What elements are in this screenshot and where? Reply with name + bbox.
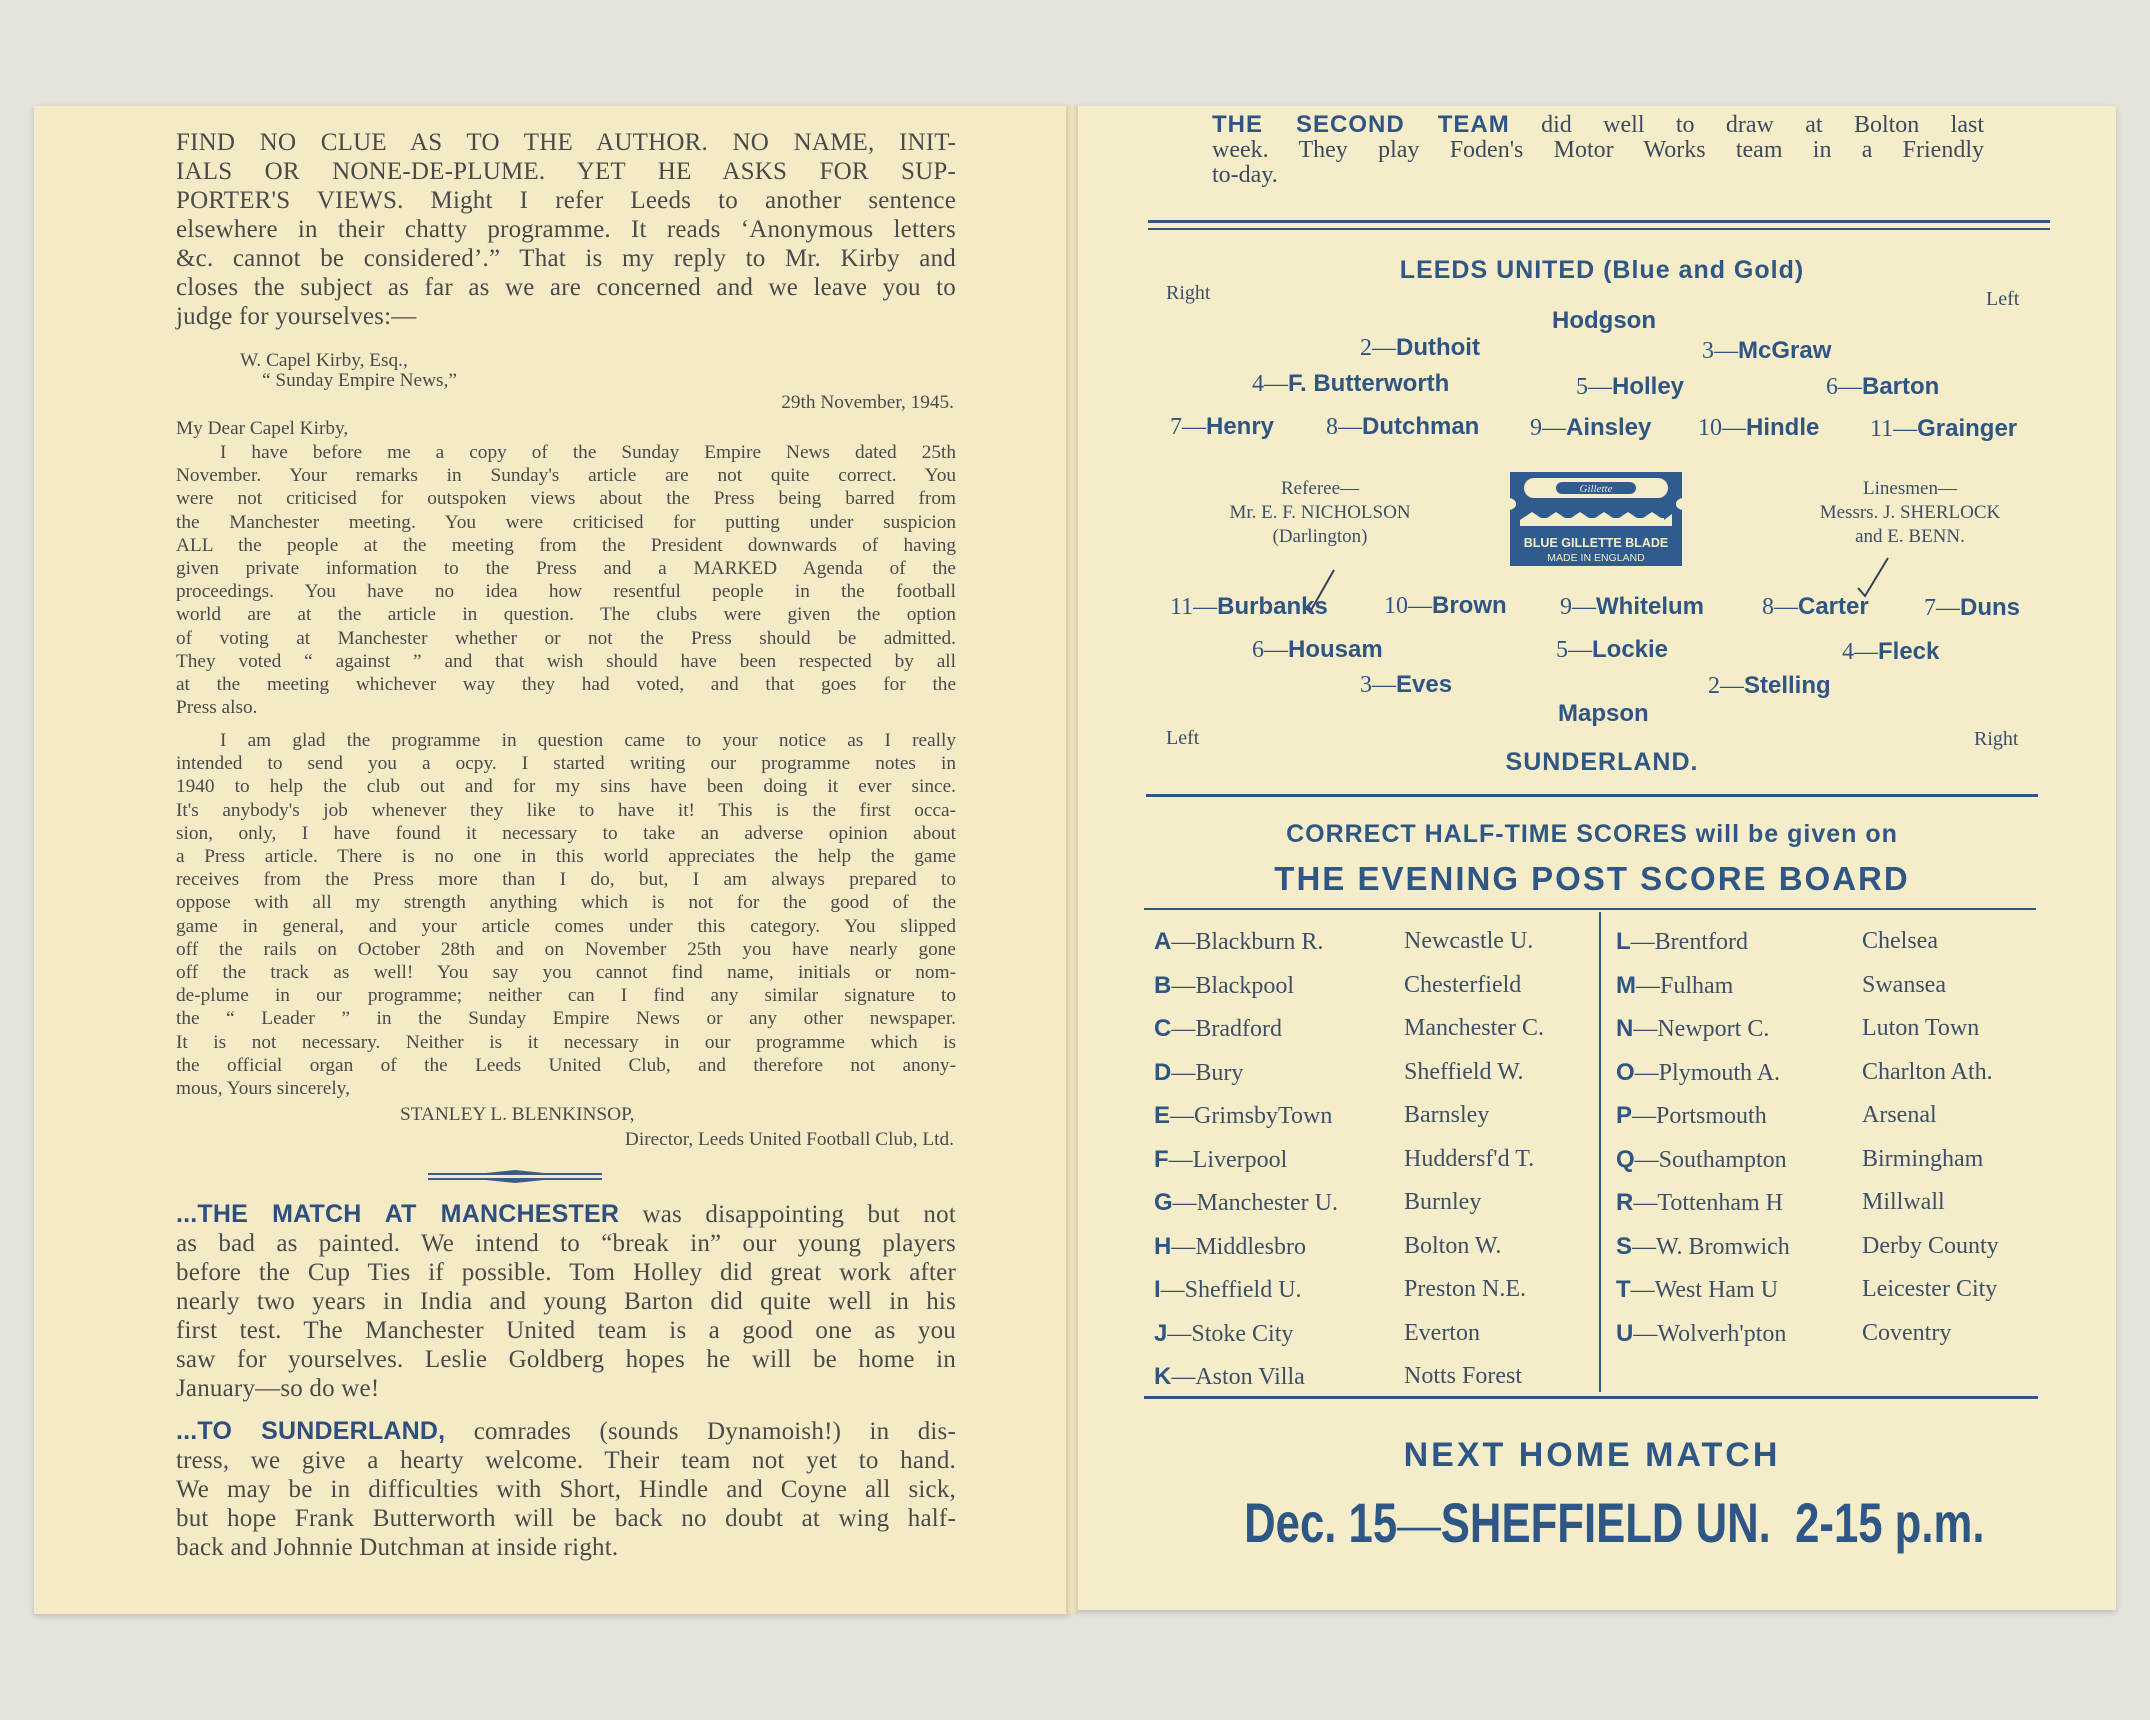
next-match-time: 2-15 p.m. [1795, 1491, 1985, 1554]
referee-block [1180, 477, 1460, 549]
text-line: proceedings. You have no idea how resentful people in the football [176, 581, 956, 603]
score-dash: — [1171, 1233, 1196, 1260]
rule-scoreboard-top [1144, 908, 2036, 910]
addressee-name: W. Capel Kirby, Esq., [240, 350, 408, 371]
score-key: Q [1616, 1145, 1635, 1173]
text-line: We may be in difficulties with Short, Hindle and Coyne all sick, [176, 1476, 956, 1503]
score-key: E [1154, 1102, 1171, 1129]
text-line: It's anybody's job whenever they like to have it! This is the first occa- [176, 799, 956, 821]
halftime-line-2: THE EVENING POST SCORE BOARD [1274, 860, 1910, 897]
sunderland-right-label: Right [1974, 728, 2019, 750]
score-row-home [1616, 972, 1733, 1000]
gillette-line-1: BLUE GILLETTE BLADE [1523, 536, 1669, 550]
score-dash: — [1634, 1146, 1659, 1173]
text-line: off the rails on October 28th and on November 25th you have nearly gone [176, 938, 956, 960]
home-team: GrimsbyTown [1194, 1103, 1333, 1129]
home-team: Sheffield U. [1184, 1277, 1302, 1303]
text-line: ALL the people at the meeting from the President downwards of having [176, 534, 956, 556]
text-line: FIND NO CLUE AS TO THE AUTHOR. NO NAME, INIT- [176, 129, 956, 156]
sunderland-player-10: 10—Brown [1384, 592, 1507, 619]
leeds-player-2: 2—Duthoit [1360, 334, 1480, 361]
away-team: Chelsea [1862, 928, 1938, 954]
text-line: I have before me a copy of the Sunday Empire News dated 25th [220, 442, 956, 463]
leeds-player-7: 7—Henry [1170, 413, 1275, 440]
score-dash: — [1171, 1016, 1196, 1042]
score-row-home [1154, 1276, 1302, 1304]
score-row-home [1154, 1102, 1332, 1130]
next-match-details [1244, 1490, 1985, 1556]
away-team: Coventry [1862, 1319, 1952, 1346]
sunderland-player-3: 3—Eves [1360, 671, 1453, 698]
score-row-home [1154, 928, 1323, 956]
home-team: Newport C. [1657, 1016, 1770, 1042]
score-row-home [1616, 1320, 1786, 1348]
text-line: the “ Leader ” in the Sunday Empire News or any other newspaper. [176, 1008, 956, 1030]
text-line: January—so do we! [176, 1375, 380, 1402]
text-line: tress, we give a hearty welcome. Their team not yet to hand. [176, 1447, 956, 1474]
score-row-home [1616, 1233, 1790, 1261]
score-dash: — [1632, 1233, 1657, 1260]
score-dash: — [1632, 1103, 1657, 1129]
away-team: Arsenal [1862, 1102, 1937, 1128]
score-dash: — [1630, 929, 1655, 955]
score-row-home [1616, 1015, 1769, 1043]
sunderland-player-6: 6—Housam [1252, 636, 1383, 663]
score-row-home [1616, 1146, 1787, 1174]
next-match-opponent: SHEFFIELD UN. [1440, 1491, 1771, 1554]
second-team-line-1: did well to draw at Bolton last [1541, 112, 1985, 138]
score-row-home [1616, 1059, 1780, 1087]
score-row-home [1616, 928, 1748, 956]
home-team: Tottenham H [1657, 1190, 1783, 1216]
sunderland-first-line: comrades (sounds Dynamoish!) in dis- [473, 1418, 956, 1445]
manchester-first-line: was disappointing but not [642, 1201, 956, 1228]
gillette-brand-text: Gillette [1579, 483, 1613, 495]
away-team: Bolton W. [1404, 1232, 1502, 1259]
text-line: of voting at Manchester whether or not the Press should be admitted. [176, 627, 956, 649]
score-key: T [1616, 1276, 1631, 1303]
home-team: Bury [1195, 1059, 1244, 1086]
halftime-line-1: CORRECT HALF-TIME SCORES will be given on [1286, 820, 1898, 848]
leeds-player-4: 4—F. Butterworth [1252, 370, 1450, 397]
text-line: off the track as well! You say you cannot find name, initials or nom- [176, 962, 956, 984]
home-team: Aston Villa [1195, 1364, 1305, 1390]
manchester-heading: ...THE MATCH AT MANCHESTER [176, 1200, 620, 1228]
text-line: I am glad the programme in question came to your notice as I really [220, 730, 956, 751]
score-key: O [1616, 1058, 1635, 1086]
home-team: Brentford [1654, 929, 1748, 955]
score-row-home [1616, 1102, 1767, 1130]
text-line: They voted “ against ” and that wish should have been respected by all [176, 650, 956, 672]
gillette-blade-ad [1498, 468, 1694, 570]
rule-scoreboard-bottom [1144, 1396, 2038, 1399]
home-team: W. Bromwich [1656, 1233, 1790, 1260]
score-dash: — [1170, 1103, 1195, 1129]
sunderland-player-8: 8—Carter [1762, 593, 1869, 620]
sunderland-player-5: 5—Lockie [1556, 636, 1669, 663]
next-match-date: Dec. 15 [1244, 1491, 1398, 1554]
intro-paragraph [176, 128, 956, 331]
home-team: Plymouth A. [1658, 1059, 1781, 1086]
score-key: A [1154, 928, 1172, 955]
text-line: 1940 to help the club out and for my sins have been doing it ever since. [176, 776, 956, 798]
score-key: I [1154, 1276, 1161, 1303]
score-dash: — [1168, 1146, 1193, 1173]
text-line: elsewhere in their chatty programme. It reads ‘Anonymous letters [176, 216, 956, 243]
text-line: the Manchester meeting. You were criticised for putting under suspicion [176, 511, 956, 533]
score-row-home [1154, 972, 1294, 1000]
leeds-player-8: 8—Dutchman [1326, 413, 1480, 440]
text-line: as bad as painted. We intend to “break in” our young players [176, 1230, 956, 1257]
score-key: K [1154, 1363, 1172, 1390]
home-team: Fulham [1660, 972, 1734, 999]
score-dash: — [1172, 1190, 1197, 1216]
home-team: Stoke City [1191, 1320, 1294, 1347]
score-key: S [1616, 1232, 1633, 1260]
home-team: Blackburn R. [1195, 929, 1324, 955]
sunderland-player-4: 4—Fleck [1842, 638, 1940, 665]
score-dash: — [1633, 1016, 1658, 1042]
next-home-heading: NEXT HOME MATCH [1403, 1436, 1781, 1474]
score-key: L [1616, 928, 1631, 955]
score-key: P [1616, 1102, 1633, 1129]
score-dash: — [1171, 972, 1196, 999]
linesmen-block [1760, 477, 2060, 549]
text-line: given private information to the Press and a MARKED Agenda of the [176, 558, 956, 580]
signature-title: Director, Leeds United Football Club, Ltd. [624, 1129, 954, 1150]
text-line: November. Your remarks in Sunday's article are not quite correct. You [176, 465, 956, 487]
score-key: R [1616, 1189, 1634, 1216]
gillette-line-2: MADE IN ENGLAND [1547, 552, 1645, 564]
home-team: Bradford [1195, 1016, 1282, 1042]
manchester-body [176, 1229, 956, 1403]
text-line: back and Johnnie Dutchman at inside right. [176, 1534, 619, 1561]
linesmen-line-2: and E. BENN. [1855, 526, 1965, 547]
leeds-player-6: 6—Barton [1826, 373, 1940, 400]
text-line: first test. The Manchester United team is a good one as you [176, 1317, 956, 1344]
second-team-line-3: to-day. [1212, 162, 1278, 188]
text-line: nearly two years in India and young Barton did quite well in his [176, 1288, 956, 1315]
text-line: oppose with all my strength anything which is not for the good of the [176, 892, 956, 914]
sunderland-title: SUNDERLAND. [1505, 748, 1699, 776]
leeds-title: LEEDS UNITED (Blue and Gold) [1399, 256, 1805, 284]
text-line: before the Cup Ties if possible. Tom Holley did great work after [176, 1259, 956, 1286]
page-gutter [1066, 106, 1078, 1614]
score-row-home [1154, 1146, 1287, 1174]
away-team: Swansea [1862, 971, 1946, 998]
leeds-player-11: 11—Grainger [1870, 415, 2018, 442]
away-team: Barnsley [1404, 1102, 1490, 1128]
score-key: B [1154, 971, 1172, 999]
leeds-left-label: Left [1986, 288, 2020, 310]
score-key: C [1154, 1015, 1172, 1042]
home-team: Liverpool [1192, 1146, 1288, 1173]
score-dash: — [1630, 1277, 1655, 1303]
sunderland-heading: ...TO SUNDERLAND, [176, 1417, 446, 1445]
score-key: U [1616, 1319, 1634, 1347]
text-line: PORTER'S VIEWS. Might I refer Leeds to another sentence [176, 187, 956, 214]
score-dash: — [1633, 1190, 1658, 1216]
text-line: receives from the Press more than I do, but, I am always prepared to [176, 869, 956, 891]
sunderland-player-7: 7—Duns [1924, 594, 2020, 621]
sunderland-section [176, 1417, 956, 1562]
away-team: Sheffield W. [1404, 1058, 1524, 1085]
sunderland-body [176, 1446, 956, 1562]
text-line: world are at the article in question. The clubs were given the option [176, 604, 956, 626]
letter-paragraph-2 [176, 729, 956, 1100]
score-key: H [1154, 1232, 1172, 1260]
letter-date: 29th November, 1945. [781, 392, 954, 413]
rule-lineup-bottom [1146, 794, 2038, 797]
text-line: intended to send you a ocpy. I started writing our programme notes in [176, 753, 956, 775]
text-line: Press also. [176, 697, 258, 719]
score-dash: — [1633, 1320, 1658, 1347]
away-team: Luton Town [1862, 1015, 1980, 1041]
leeds-goalkeeper: Hodgson [1552, 307, 1656, 334]
away-team: Leicester City [1862, 1276, 1998, 1302]
scoreboard-column-divider [1599, 912, 1601, 1392]
home-team: Middlesbro [1195, 1233, 1307, 1260]
score-row-home [1154, 1059, 1243, 1087]
text-line: It is not necessary. Neither is it necessary in our programme which is [176, 1031, 956, 1053]
leeds-player-10: 10—Hindle [1698, 414, 1820, 441]
sunderland-player-11: 11—Burbanks [1170, 593, 1328, 620]
score-row-home [1616, 1276, 1778, 1304]
home-team: Portsmouth [1656, 1103, 1767, 1129]
score-key: G [1154, 1189, 1173, 1216]
score-row-home [1154, 1233, 1306, 1261]
away-team: Everton [1404, 1319, 1480, 1346]
next-match-dash: — [1397, 1493, 1441, 1555]
text-line: sion, only, I have found it necessary to take an adverse opinion about [176, 822, 956, 844]
away-team: Preston N.E. [1404, 1276, 1526, 1302]
text-line: &c. cannot be considered’.” That is my reply to Mr. Kirby and [176, 245, 956, 272]
linesmen-label: Linesmen— [1863, 478, 1957, 499]
text-line: judge for yourselves:— [176, 303, 417, 330]
away-team: Burnley [1404, 1189, 1482, 1215]
text-line: game in general, and your article comes under this category. You slipped [176, 915, 956, 937]
text-line: saw for yourselves. Leslie Goldberg hopes he will be home in [176, 1346, 956, 1373]
sunderland-goalkeeper: Mapson [1558, 700, 1649, 727]
leeds-right-label: Right [1166, 282, 1211, 304]
score-key: F [1154, 1145, 1169, 1173]
text-line: a Press article. There is no one in this world appreciates the help the game [176, 846, 956, 868]
home-team: Wolverh'pton [1657, 1320, 1787, 1347]
sunderland-left-label: Left [1166, 727, 1200, 749]
second-team-note [1212, 112, 1984, 188]
score-dash: — [1167, 1320, 1192, 1347]
score-dash: — [1171, 1364, 1196, 1390]
second-team-line-2: week. They play Foden's Motor Works team in a Friendly [1212, 137, 1984, 163]
home-team: Blackpool [1195, 972, 1294, 999]
text-line: closes the subject as far as we are concerned and we leave you to [176, 274, 956, 301]
text-line: mous, Yours sincerely, [176, 1078, 350, 1100]
score-key: D [1154, 1058, 1172, 1086]
double-rule-bottom [1148, 228, 2050, 230]
referee-town: (Darlington) [1272, 526, 1368, 547]
leeds-player-5: 5—Holley [1576, 373, 1685, 400]
sunderland-player-9: 9—Whitelum [1560, 593, 1704, 620]
score-key: N [1616, 1015, 1634, 1042]
linesmen-line-1: Messrs. J. SHERLOCK [1819, 502, 2001, 523]
signature-name: STANLEY L. BLENKINSOP, [400, 1104, 635, 1125]
away-team: Millwall [1862, 1189, 1945, 1215]
addressee-paper: “ Sunday Empire News,” [262, 370, 457, 391]
second-team-heading: THE SECOND TEAM [1212, 111, 1510, 138]
away-team: Newcastle U. [1404, 928, 1534, 954]
score-row-home [1154, 1189, 1338, 1217]
leeds-player-3: 3—McGraw [1702, 337, 1832, 364]
score-dash: — [1634, 1059, 1659, 1086]
away-team: Manchester C. [1404, 1015, 1544, 1041]
text-line: but hope Frank Butterworth will be back no doubt at wing half- [176, 1505, 956, 1532]
referee-label: Referee— [1280, 478, 1360, 499]
score-dash: — [1636, 972, 1660, 999]
text-line: IALS OR NONE-DE-PLUME. YET HE ASKS FOR SUP- [176, 158, 956, 185]
away-team: Birmingham [1862, 1145, 1984, 1172]
home-team: Southampton [1658, 1146, 1787, 1173]
score-key: J [1154, 1319, 1168, 1347]
manchester-section [176, 1200, 956, 1403]
score-row-home [1154, 1363, 1305, 1391]
score-dash: — [1171, 929, 1196, 955]
home-team: Manchester U. [1196, 1190, 1338, 1216]
score-row-home [1154, 1015, 1282, 1043]
text-line: the official organ of the Leeds United Club, and therefore not anony- [176, 1054, 956, 1076]
away-team: Notts Forest [1404, 1363, 1523, 1389]
score-dash: — [1171, 1059, 1196, 1086]
text-line: were not criticised for outspoken views about the Press being barred from [176, 488, 956, 510]
score-dash: — [1160, 1277, 1185, 1303]
away-team: Huddersf'd T. [1404, 1145, 1535, 1172]
salutation: My Dear Capel Kirby, [176, 418, 349, 439]
sunderland-player-2: 2—Stelling [1708, 672, 1831, 699]
score-row-home [1154, 1320, 1293, 1348]
home-team: West Ham U [1654, 1277, 1779, 1303]
leeds-player-9: 9—Ainsley [1530, 414, 1652, 441]
referee-name: Mr. E. F. NICHOLSON [1229, 502, 1411, 523]
away-team: Charlton Ath. [1862, 1058, 1993, 1085]
double-rule-top [1148, 220, 2050, 223]
text-line: de-plume in our programme; neither can I find any similar signature to [176, 985, 956, 1007]
score-row-home [1616, 1189, 1783, 1217]
score-key: M [1616, 971, 1636, 999]
away-team: Chesterfield [1404, 971, 1522, 998]
letter-paragraph-1 [176, 441, 956, 719]
away-team: Derby County [1862, 1232, 1999, 1259]
ornament-divider [426, 1169, 604, 1183]
text-line: at the meeting whichever way they had voted, and that goes for the [176, 674, 956, 696]
